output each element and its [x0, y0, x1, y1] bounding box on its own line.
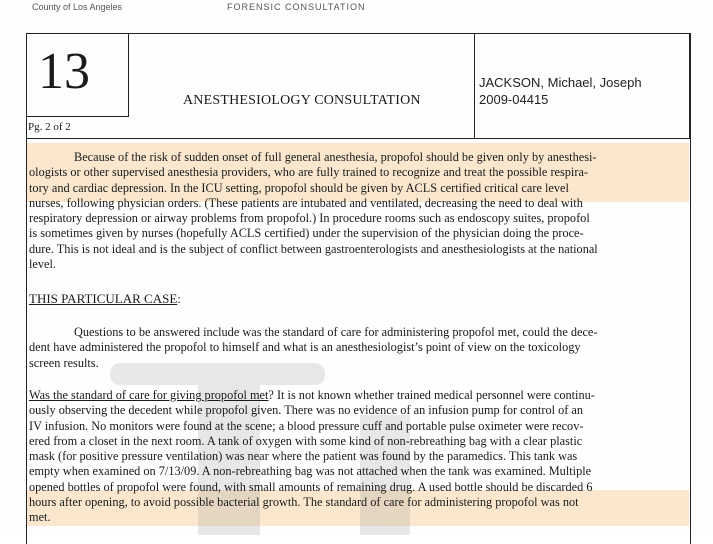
- text-line: ologists or other supervised anesthesia providers, who are fully trained to recognize and treat the possible respira-: [29, 165, 588, 180]
- text-line: met.: [29, 510, 51, 525]
- text-line: is sometimes given by nurses (hopefully ACLS certified) under the supervision of the physician doing the proce-: [29, 226, 584, 241]
- form-number: 13: [38, 43, 90, 100]
- text-line: opened bottles of propofol were found, with small amounts of remaining drug. A used bottle should be discarded 6: [29, 479, 593, 494]
- text-line: level.: [29, 257, 56, 272]
- case-number: 2009-04415: [479, 92, 549, 107]
- text-line: IV infusion. No monitors were found at the scene; a blood pressure cuff and portable pulse oximeter were recov-: [29, 418, 584, 433]
- text-line: dent have administered the propofol to himself and what is an anesthesiologist’s point of view on the toxicology: [29, 340, 581, 355]
- question-rest: ? It is not known whether trained medical personnel were continu-: [268, 388, 595, 402]
- text-line: nurses, following physician orders. (These patients are intubated and ventilated, decreasing the need to deal with: [29, 195, 583, 210]
- text-line: hours after opening, to avoid possible bacterial growth. The standard of care for administering propofol was not: [29, 495, 579, 510]
- text-line: empty when examined on 7/13/09. A non-rebreathing bag was not attached when the tank was examined. Multiple: [29, 464, 592, 479]
- page-number: Pg. 2 of 2: [28, 121, 71, 133]
- form-number-box: [26, 33, 129, 117]
- text-line: tory and cardiac depression. In the ICU setting, propofol should be given by ACLS certified critical care level: [29, 180, 569, 195]
- text-line-lead: [29, 388, 595, 403]
- paragraph-risk: [29, 150, 598, 272]
- text-line: ously observing the decedent while propofol given. There was no evidence of an infusion pump for control of an: [29, 403, 584, 418]
- section-heading: [29, 291, 181, 307]
- patient-name: JACKSON, Michael, Joseph: [479, 75, 642, 90]
- text-line: Because of the risk of sudden onset of full general anesthesia, propofol should be given only by anesthesi-: [74, 150, 597, 164]
- section-heading-colon: :: [177, 291, 181, 306]
- form-title: ANESTHESIOLOGY CONSULTATION: [183, 93, 421, 108]
- text-line: dure. This is not ideal and is the subject of conflict between gastroenterologists and anesthesiologists at the national: [29, 241, 598, 256]
- text-line: screen results.: [29, 355, 99, 370]
- paragraph-questions: [29, 325, 597, 371]
- report-type-cut: FORENSIC CONSULTATION: [227, 2, 366, 12]
- question-underlined: Was the standard of care for giving propofol met: [29, 388, 269, 402]
- paragraph-standard-of-care: [29, 388, 595, 526]
- section-heading-text: THIS PARTICULAR CASE: [29, 291, 178, 306]
- text-line: Questions to be answered include was the standard of care for administering propofol met, could the dece-: [74, 325, 598, 339]
- agency-name-cut: County of Los Angeles: [32, 2, 123, 12]
- text-line: mask (for positive pressure ventilation) was near where the patient was found by the paramedics. This tank was: [29, 449, 578, 464]
- header-divider: [26, 138, 474, 139]
- text-line: ered from a closet in the next room. A tank of oxygen with some kind of non-rebreathing bag with a clear plastic: [29, 433, 583, 448]
- top-cut-header: [32, 2, 692, 24]
- text-line: respiratory depression or airway problems from propofol.) In procedure rooms such as endoscopy suites, propofol: [29, 211, 590, 226]
